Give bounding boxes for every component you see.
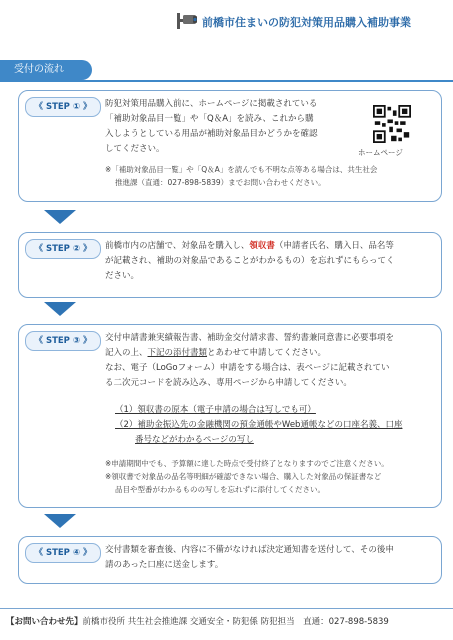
step-4-box bbox=[18, 536, 442, 584]
page-title: 前橋市住まいの防犯対策用品購入補助事業 bbox=[202, 16, 411, 29]
step-1-label: 《 STEP ① 》 bbox=[25, 97, 101, 117]
step-3-line: なお、電子（LoGoフォーム）申請をする場合は、表ページに記載されてい bbox=[105, 363, 390, 373]
step-4-text bbox=[105, 543, 394, 573]
attachment-item: （1）領収書の原本（電子申請の場合は写しでも可） bbox=[115, 405, 316, 415]
step-1-box bbox=[18, 90, 442, 202]
step-1-line: 入しようとしている用品が補助対象品目かどうかを確認 bbox=[105, 129, 318, 139]
attachment-list bbox=[115, 403, 402, 448]
note-line: 推進課（直通：027-898-5839）までお問い合わせください。 bbox=[115, 178, 326, 187]
step-4-line: 請のあった口座に送金します。 bbox=[105, 560, 224, 570]
step-1-line: してください。 bbox=[105, 144, 165, 154]
step-2-text-part: 前橋市内の店舗で、対象品を購入し、 bbox=[105, 241, 250, 251]
step-2-line bbox=[105, 239, 395, 254]
step-2-text bbox=[105, 239, 395, 284]
step-4-label: 《 STEP ④ 》 bbox=[25, 543, 101, 563]
flow-arrow bbox=[44, 514, 76, 528]
contact-footer bbox=[0, 608, 453, 634]
step-1-line: 防犯対策用品購入前に、ホームページに掲載されている bbox=[105, 99, 318, 109]
flow-arrow bbox=[44, 210, 76, 224]
section-label: 受付の流れ bbox=[0, 60, 92, 80]
note-line: ※「補助対象品目一覧」や「Q＆A」を読んでも不明な点等ある場合は、共生社会 bbox=[105, 165, 378, 174]
step-3-line: る二次元コードを読み込み、専用ページから申請してください。 bbox=[105, 378, 352, 388]
contact-label: 【お問い合わせ先】 bbox=[6, 617, 83, 627]
note-line: ※領収書で対象品の品名等明細が確認できない場合、購入した対象品の保証書など bbox=[105, 472, 382, 481]
page-header bbox=[0, 0, 453, 44]
qr-caption: ホームページ bbox=[358, 148, 403, 157]
step-2-line: が記載され、補助の対象品であることがわかるもの）を忘れずにもらってく bbox=[105, 256, 395, 266]
section-divider bbox=[0, 80, 453, 82]
attachment-item: 番号などがわかるページの写し bbox=[135, 435, 254, 445]
step-4-line: 交付書類を審査後、内容に不備がなければ決定通知書を送付して、その後申 bbox=[105, 545, 394, 555]
receipt-highlight: 領収書 bbox=[249, 241, 275, 251]
note-line: ※申請期間中でも、予算額に達した時点で受付終了となりますのでご注意ください。 bbox=[105, 459, 389, 468]
step-3-line bbox=[105, 346, 394, 361]
qr-code-icon[interactable] bbox=[373, 105, 411, 143]
note-line: 品目や型番がわかるものの写しを忘れずに添付してください。 bbox=[115, 485, 325, 494]
step-3-label: 《 STEP ③ 》 bbox=[25, 331, 101, 351]
step-1-notes bbox=[105, 163, 377, 189]
step-2-line: ださい。 bbox=[105, 271, 140, 281]
step-3-notes bbox=[105, 457, 389, 496]
contact-text: 前橋市役所 共生社会推進課 交通安全・防犯係 防犯担当 直通：027-898-5839 bbox=[82, 617, 389, 627]
step-3-text-part: とあわせて申請してください。 bbox=[207, 348, 327, 358]
step-2-box bbox=[18, 232, 442, 298]
step-1-line: 「補助対象品目一覧」や「Q＆A」を読み、これから購 bbox=[105, 114, 314, 124]
attachment-docs-underline: 下記の添付書類 bbox=[147, 348, 208, 358]
flow-arrow bbox=[44, 302, 76, 316]
step-2-text-part: （申請者氏名、購入日、品名等 bbox=[274, 241, 394, 251]
security-camera-icon bbox=[176, 10, 198, 32]
step-3-text-part: 記入の上、 bbox=[105, 348, 148, 358]
step-3-line: 交付申請書兼実績報告書、補助金交付請求書、誓約書兼同意書に必要事項を bbox=[105, 333, 395, 343]
step-3-box bbox=[18, 324, 442, 508]
step-1-text bbox=[105, 97, 318, 157]
step-2-label: 《 STEP ② 》 bbox=[25, 239, 101, 259]
step-3-text bbox=[105, 331, 394, 391]
attachment-item: （2）補助金振込先の金融機関の預金通帳やWeb通帳などの口座名義、口座 bbox=[115, 420, 403, 430]
